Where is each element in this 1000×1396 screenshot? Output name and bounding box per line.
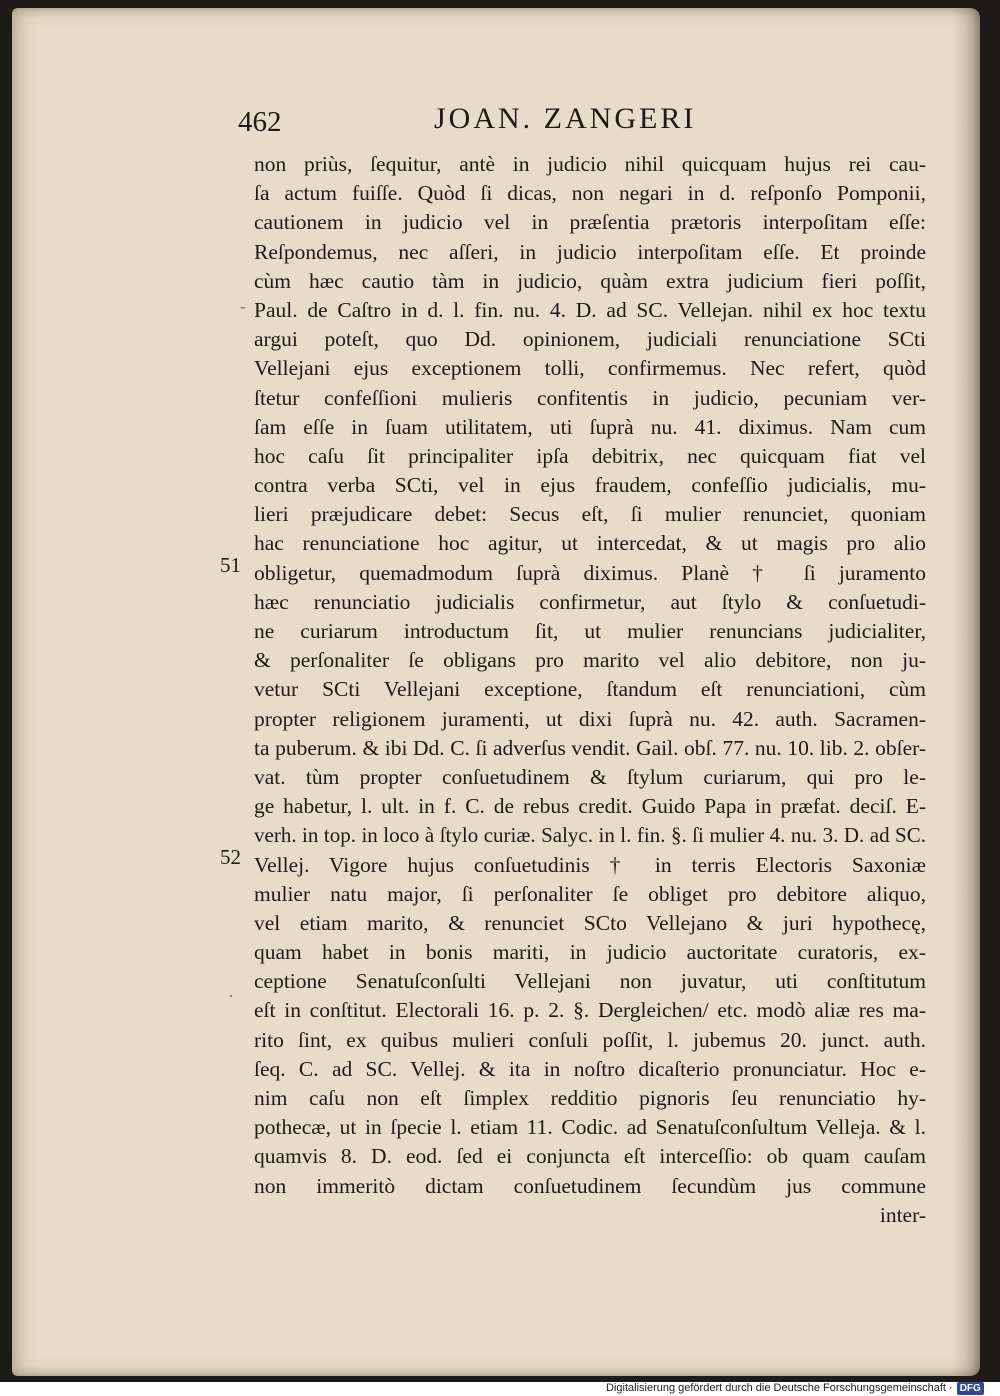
- text-line: propter religionem juramenti, ut dixi ſuprà nu. 42. auth. Sacramen-: [254, 706, 926, 731]
- text-line: Paul. de Caſtro in d. l. fin. nu. 4. D. ad SC. Vellejan. nihil ex hoc textu: [254, 297, 926, 322]
- margin-section-number: 52: [220, 845, 241, 869]
- text-line: hæc renunciatio judicialis confirmetur, aut ſtylo & conſuetudi-: [254, 589, 926, 614]
- dfg-logo: DFG: [957, 1382, 984, 1395]
- text-line: ge habetur, l. ult. in f. C. de rebus credit. Guido Papa in præfat. deciſ. E-: [254, 794, 926, 819]
- text-line: ſeq. C. ad SC. Vellej. & ita in noſtro dicaſterio pronunciatur. Hoc e-: [254, 1056, 926, 1081]
- catchword: inter-: [879, 1202, 926, 1227]
- text-line: Vellej. Vigore hujus conſuetudinis † in terris Electoris Saxoniæ: [254, 852, 926, 877]
- text-line: non priùs, ſequitur, antè in judicio nihil quicquam hujus rei cau-: [254, 152, 926, 176]
- text-line: ſa actum fuiſſe. Quòd ſi dicas, non negari in d. reſponſo Pomponii,: [254, 181, 926, 206]
- text-line: mulier natu major, ſi perſonaliter ſe obliget pro debitore aliquo,: [254, 881, 926, 906]
- running-head: JOAN. ZANGERI: [434, 102, 697, 135]
- text-line: Vellejani ejus exceptionem tolli, confirmemus. Nec refert, quòd: [254, 356, 926, 381]
- margin-dash-mark: -: [240, 296, 246, 316]
- text-line: vetur SCti Vellejani exceptione, ſtandum eſt renunciationi, cùm: [254, 677, 926, 702]
- margin-dot-mark: ·: [228, 986, 234, 1006]
- text-line: verh. in top. in loco à ſtylo curiæ. Salyc. in l. fin. §. ſi mulier 4. nu. 3. D. ad SC.: [254, 823, 926, 848]
- text-line: quam habet in bonis mariti, in judicio auctoritate curatoris, ex-: [254, 940, 926, 965]
- text-line: vel etiam marito, & renunciet SCto Vellejano & juri hypothecę,: [254, 910, 926, 935]
- text-line: cùm hæc cautio tàm in judicio, quàm extra judicium fieri poſſit,: [254, 268, 926, 293]
- page-edge-shadow: [952, 8, 980, 1376]
- text-line: obligetur, quemadmodum ſuprà diximus. Planè † ſi juramento: [254, 560, 926, 585]
- text-line: eſt in conſtitut. Electorali 16. p. 2. §. Dergleichen/ etc. modò aliæ res ma-: [254, 998, 926, 1023]
- page-header: [238, 102, 778, 146]
- text-line: lieri præjudicare debet: Secus eſt, ſi mulier renunciet, quoniam: [254, 502, 926, 527]
- text-line: cautionem in judicio vel in præſentia prætoris interpoſitam eſſe:: [254, 210, 926, 235]
- text-line: ceptione Senatuſconſulti Vellejani non juvatur, uti conſtitutum: [254, 969, 926, 994]
- text-line: hac renunciatione hoc agitur, ut intercedat, & ut magis pro alio: [254, 531, 926, 556]
- text-line: quamvis 8. D. eod. ſed ei conjuncta eſt interceſſio: ob quam cauſam: [254, 1144, 926, 1169]
- text-line: vat. tùm propter conſuetudinem & ſtylum curiarum, qui pro le-: [254, 764, 926, 789]
- body-text: [254, 150, 926, 1230]
- margin-section-number: 51: [220, 553, 241, 577]
- text-line: ta puberum. & ibi Dd. C. ſi adverſus vendit. Gail. obſ. 77. nu. 10. lib. 2. obſer-: [254, 735, 926, 760]
- text-line: hoc caſu ſit principaliter ipſa debitrix, nec quicquam fiat vel: [254, 443, 926, 468]
- text-line: nim caſu non eſt ſimplex redditio pignoris ſeu renunciatio hy-: [254, 1086, 926, 1110]
- text-line: ſtetur confeſſioni mulieris confitentis in judicio, pecuniam ver-: [254, 385, 926, 410]
- footer-credit: [606, 1380, 984, 1396]
- footer-credit-text: Digitalisierung gefördert durch die Deutsche Forschungsgemeinschaft ·: [606, 1382, 953, 1394]
- text-line: & perſonaliter ſe obligans pro marito vel alio debitore, non ju-: [254, 648, 926, 673]
- text-line: argui poteſt, quo Dd. opinionem, judiciali renunciatione SCti: [254, 327, 926, 352]
- text-line: rito ſint, ex quibus mulieri conſuli poſſit, l. jubemus 20. junct. auth.: [254, 1027, 926, 1052]
- text-line: non immeritò dictam conſuetudinem ſecundùm jus commune: [254, 1173, 926, 1198]
- text-line: ſam eſſe in ſuam utilitatem, uti ſuprà nu. 41. diximus. Nam cum: [254, 414, 926, 439]
- text-line: contra verba SCti, vel in ejus fraudem, confeſſio judicialis, mu-: [254, 473, 926, 498]
- text-line: ne curiarum introductum ſit, ut mulier renuncians judicialiter,: [254, 619, 926, 643]
- page-number: 462: [238, 106, 282, 138]
- text-line: Reſpondemus, nec aſſeri, in judicio interpoſitam eſſe. Et proinde: [254, 239, 926, 264]
- text-line: pothecæ, ut in ſpecie l. etiam 11. Codic. ad Senatuſconſultum Velleja. & l.: [254, 1115, 926, 1140]
